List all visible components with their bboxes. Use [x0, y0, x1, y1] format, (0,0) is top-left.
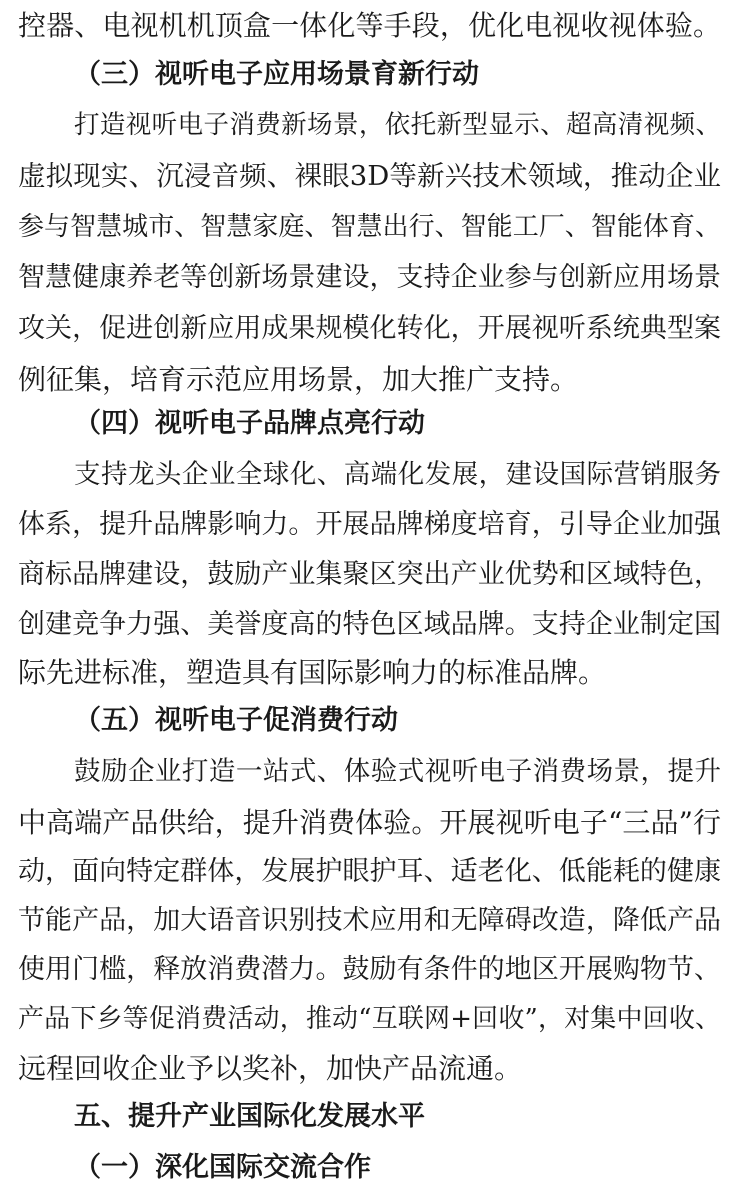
section-heading: 五、提升产业国际化发展水平	[74, 1101, 425, 1132]
paragraph-line: 控器、电视机机顶盒一体化等手段，优化电视收视体验。	[18, 9, 721, 42]
paragraph-first-line: 鼓励企业打造一站式、体验式视听电子消费场景，提升	[74, 756, 721, 787]
paragraph-line: 中高端产品供给，提升消费体验。开展视听电子“三品”行	[18, 806, 721, 839]
paragraph-line: 使用门槛，释放消费潜力。鼓励有条件的地区开展购物节、	[18, 954, 721, 985]
paragraph-last-line: 远程回收企业予以奖补，加快产品流通。	[18, 1052, 523, 1085]
paragraph-last-line: 例征集，培育示范应用场景，加大推广支持。	[18, 363, 579, 396]
section-subheading: （三）视听电子应用场景育新行动	[74, 59, 479, 90]
paragraph-first-line: 打造视听电子消费新场景，依托新型显示、超高清视频、	[74, 110, 721, 140]
paragraph-last-line: 际先进标准，塑造具有国际影响力的标准品牌。	[18, 656, 607, 689]
paragraph-line: 虚拟现实、沉浸音频、裸眼3D等新兴技术领域，推动企业	[18, 160, 721, 192]
section-subheading: （四）视听电子品牌点亮行动	[74, 408, 425, 439]
paragraph-line: 体系，提升品牌影响力。开展品牌梯度培育，引导企业加强	[18, 509, 721, 540]
paragraph-line: 创建竞争力强、美誉度高的特色区域品牌。支持企业制定国	[18, 609, 721, 640]
paragraph-first-line: 支持龙头企业全球化、高端化发展，建设国际营销服务	[74, 459, 721, 490]
paragraph-line: 攻关，促进创新应用成果规模化转化，开展视听系统典型案	[18, 313, 721, 344]
paragraph-line: 产品下乡等促消费活动，推动“互联网+回收”，对集中回收、	[18, 1004, 721, 1034]
paragraph-line: 动，面向特定群体，发展护眼护耳、适老化、低能耗的健康	[18, 856, 721, 887]
paragraph-line: 节能产品，加大语音识别技术应用和无障碍改造，降低产品	[18, 905, 721, 936]
paragraph-line: 商标品牌建设，鼓励产业集聚区突出产业优势和区域特色，	[18, 559, 721, 590]
paragraph-line: 智慧健康养老等创新场景建设，支持企业参与创新应用场景	[18, 262, 721, 293]
paragraph-line: 参与智慧城市、智慧家庭、智慧出行、智能工厂、智能体育、	[18, 212, 721, 242]
section-subheading: （五）视听电子促消费行动	[74, 705, 398, 736]
section-subheading: （一）深化国际交流合作	[74, 1152, 371, 1183]
